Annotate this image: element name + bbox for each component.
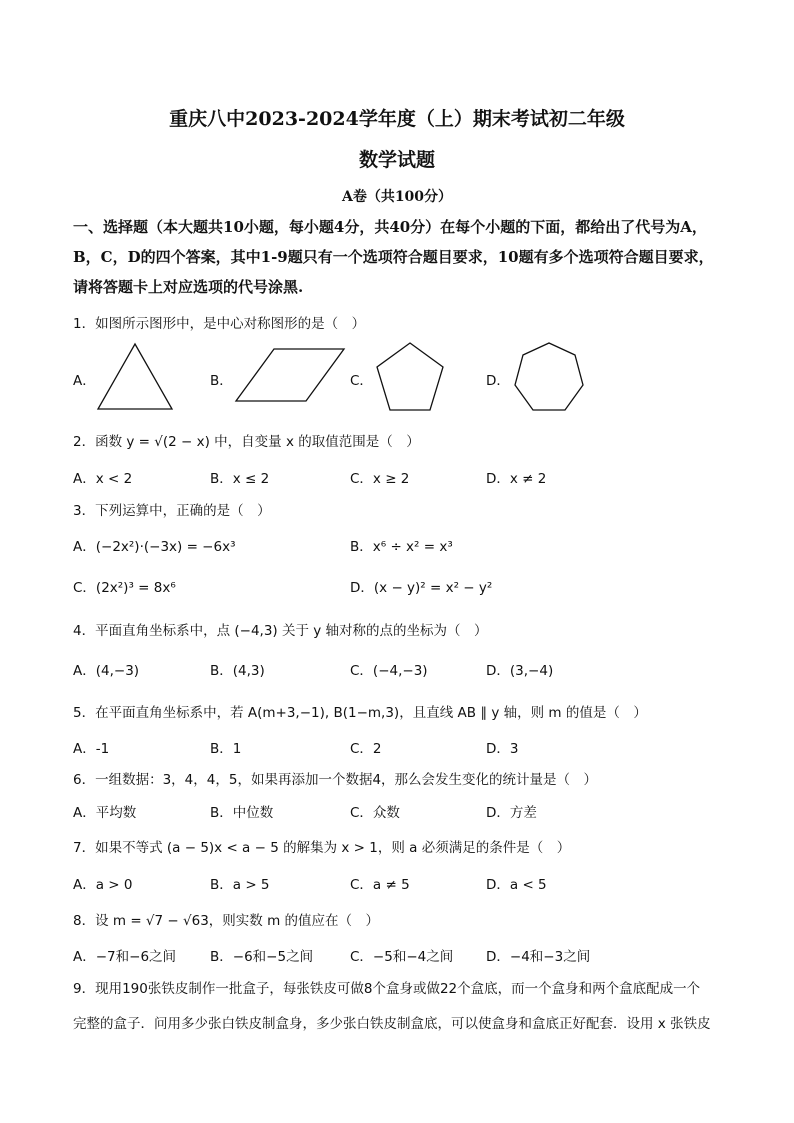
heptagon-icon [511,340,587,414]
page-title: 重庆八中2023-2024学年度（上）期末考试初二年级 [169,108,625,130]
question-2-option-d[interactable]: D．x ≠ 2 [486,471,547,487]
section-instructions: 一、选择题（本大题共10小题，每小题4分，共40分）在每个小题的下面，都给出了代号为A，B，C，D的四个答案，其中1-9题只有一个选项符合题目要求，10题有多个选项符合题目要求，请将答题卡上对应选项的代号涂黑. [73,218,714,296]
question-3-option-c[interactable]: C．(2x²)³ = 8x⁶ [73,580,176,596]
page-subtitle: 数学试题 [358,149,435,171]
question-2-option-b[interactable]: B．x ≤ 2 [210,471,270,487]
question-7-option-d[interactable]: D．a < 5 [486,877,547,893]
question-4-option-d[interactable]: D．(3,−4) [486,663,554,679]
parallelogram-icon [234,347,346,403]
question-3-stem: 3．下列运算中，正确的是（ ） [73,503,271,519]
question-8-option-c[interactable]: C．−5和−4之间 [350,949,454,965]
question-4-option-a[interactable]: A．(4,−3) [73,663,140,679]
pentagon-icon [374,340,446,414]
question-6-option-b[interactable]: B．中位数 [210,805,274,821]
question-6-option-c[interactable]: C．众数 [350,805,400,821]
volume-label: A卷（共100分） [341,189,453,205]
question-1-option-b[interactable]: B． [210,373,233,389]
question-9-stem-continued: 完整的盒子．问用多少张白铁皮制盒身，多少张白铁皮制盒底，可以使盒身和盒底正好配套．设用 x 张铁皮 [73,1016,711,1032]
question-5-stem: 5．在平面直角坐标系中，若 A(m+3,−1), B(1−m,3)，且直线 AB ∥ y 轴，则 m 的值是（ ） [73,705,647,721]
question-8-option-b[interactable]: B．−6和−5之间 [210,949,314,965]
question-3-option-b[interactable]: B．x⁶ ÷ x² = x³ [350,539,453,555]
question-8-stem: 8．设 m = √7 − √63，则实数 m 的值应在（ ） [73,913,380,929]
question-8-option-d[interactable]: D．−4和−3之间 [486,949,591,965]
question-5-option-a[interactable]: A．-1 [73,741,110,757]
question-3-option-d[interactable]: D．(x − y)² = x² − y² [350,580,493,596]
question-7-option-b[interactable]: B．a > 5 [210,877,270,893]
question-6-option-a[interactable]: A．平均数 [73,805,137,821]
question-4-stem: 4．平面直角坐标系中，点 (−4,3) 关于 y 轴对称的点的坐标为（ ） [73,623,488,639]
question-2-stem: 2．函数 y = √(2 − x) 中，自变量 x 的取值范围是（ ） [73,434,420,450]
question-6-stem: 6．一组数据：3，4，4，5，如果再添加一个数据4，那么会发生变化的统计量是（ ） [73,772,598,788]
question-1-option-d[interactable]: D． [486,373,510,389]
question-4-option-b[interactable]: B．(4,3) [210,663,265,679]
question-5-option-b[interactable]: B．1 [210,741,242,757]
question-7-stem: 7．如果不等式 (a − 5)x < a − 5 的解集为 x > 1，则 a 必须满足的条件是（ ） [73,840,571,856]
question-1-option-c[interactable]: C． [350,373,373,389]
question-8-option-a[interactable]: A．−7和−6之间 [73,949,177,965]
question-4-option-c[interactable]: C．(−4,−3) [350,663,428,679]
question-1-option-a[interactable]: A． [73,373,96,389]
question-5-option-c[interactable]: C．2 [350,741,382,757]
question-3-option-a[interactable]: A．(−2x²)·(−3x) = −6x³ [73,539,236,555]
question-1-stem: 1．如图所示图形中，是中心对称图形的是（ ） [73,316,366,332]
question-6-option-d[interactable]: D．方差 [486,805,537,821]
triangle-icon [94,342,176,412]
question-5-option-d[interactable]: D．3 [486,741,519,757]
question-2-option-a[interactable]: A．x < 2 [73,471,133,487]
question-9-stem: 9．现用190张铁皮制作一批盒子，每张铁皮可做8个盒身或做22个盒底，而一个盒身和两个盒底配成一个 [73,981,701,997]
question-2-option-c[interactable]: C．x ≥ 2 [350,471,410,487]
question-7-option-a[interactable]: A．a > 0 [73,877,133,893]
question-7-option-c[interactable]: C．a ≠ 5 [350,877,410,893]
